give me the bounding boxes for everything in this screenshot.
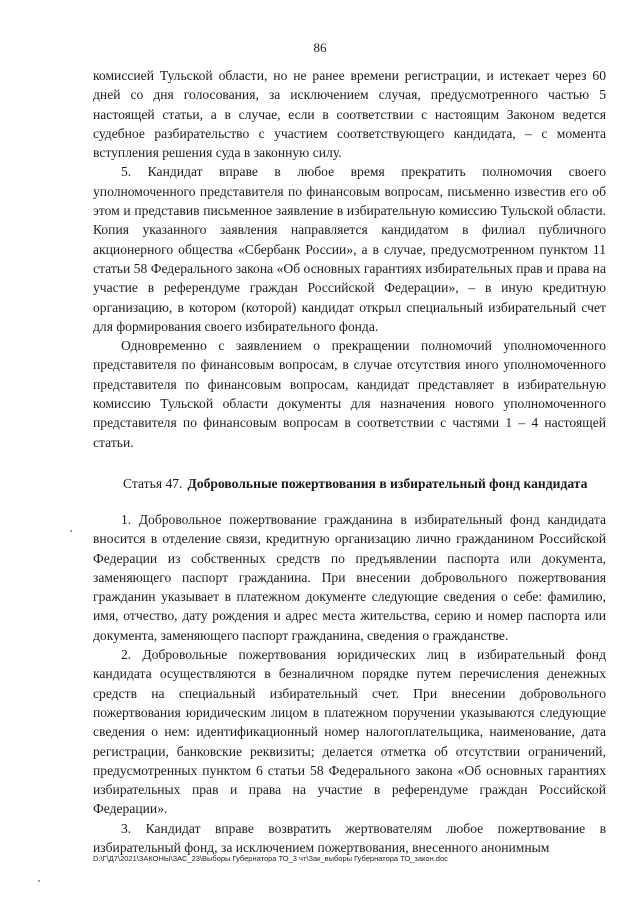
page-number: 86 xyxy=(313,40,327,55)
paragraph: 2. Добровольные пожертвования юридических лиц в избирательный фонд кандидата осуществляются в безналичном порядке путем перечисления денежных средств на специальный избирательный счет. При внесении добровольного пожертвования юридическим лицом в платежном поручении указываются следующие сведения о нем: идентификационный номер налогоплательщика, наименование, дата регистрации, банковские реквизиты; делается отметка об отсутствии ограничений, предусмотренных пунктом 6 статьи 58 Федерального закона «Об основных гарантиях избирательных прав и права на участие в референдуме граждан Российской Федерации». xyxy=(93,647,606,817)
article-heading xyxy=(93,474,606,493)
paragraph: 5. Кандидат вправе в любое время прекратить полномочия своего уполномоченного представителя по финансовым вопросам, письменно известив его об этом и представив письменное заявление в избирательную комиссию Тульской области. Копия указанного заявления направляется кандидатом в филиал публичного акционерного общества «Сбербанк России», а в случае, предусмотренном пунктом 11 статьи 58 Федерального закона «Об основных гарантиях избирательных прав и права на участие в референдуме граждан Российской Федерации», – в иную кредитную организацию, в котором (которой) кандидат открыл специальный избирательный счет для формирования своего избирательного фонда. xyxy=(93,164,606,334)
scan-speck xyxy=(38,880,40,882)
paragraph: Одновременно с заявлением о прекращении полномочий уполномоченного представителя по финансовым вопросам, в случае отсутствия иного уполномоченного представителя по финансовым вопросам, кандидат представляет в избирательную комиссию Тульской области документы для назначения нового уполномоченного представителя по финансовым вопросам в соответствии с частями 1 – 4 настоящей статьи. xyxy=(93,338,606,450)
article-title: Добровольные пожертвования в избирательный фонд кандидата xyxy=(187,475,588,491)
scan-speck xyxy=(70,530,72,532)
article-label: Статья 47. xyxy=(123,475,183,491)
paragraph: комиссией Тульской области, но не ранее времени регистрации, и истекает через 60 дней со дня голосования, за исключением случая, предусмотренного частью 5 настоящей статьи, а в случае, если в соответствии с настоящим Законом ведется судебное разбирательство с участием соответствующего кандидата, – с момента вступления решения суда в законную силу. xyxy=(93,68,606,161)
paragraph: 3. Кандидат вправе возвратить жертвователям любое пожертвование в избирательный фонд, за исключением пожертвования, внесенного анонимным xyxy=(93,820,606,855)
paragraph: 1. Добровольное пожертвование гражданина в избирательный фонд кандидата вносится в отделение связи, кредитную организацию лично гражданином Российской Федерации из собственных средств по предъявлении паспорта или документа, заменяющего паспорт гражданина. При внесении добровольного пожертвования гражданин указывает в платежном документе следующие сведения о себе: фамилию, имя, отчество, дату рождения и адрес места жительства, серию и номер паспорта или документа, заменяющего паспорт гражданина, сведения о гражданстве. xyxy=(93,511,606,643)
file-path-footer: D:\Г\Д7\2021\ЗАКОНЫ\ЗАС_23\Выборы Губернатора ТО_3 чт\Зак_выборы Губернатора ТО_закон.doc xyxy=(93,854,448,863)
document-body xyxy=(93,66,606,857)
